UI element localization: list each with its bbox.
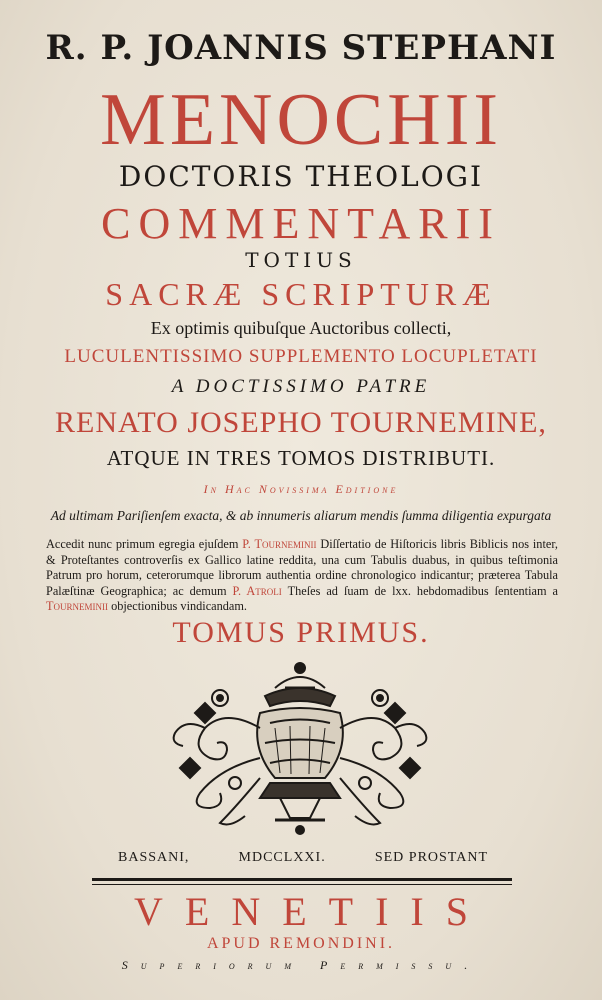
printer-line: APUD REMONDINI. [206, 935, 396, 952]
para-text-3: Theſes ad ſuam de lxx. hebdomadibus ſententiam a [281, 583, 558, 598]
author-surname: MENOCHII [100, 79, 502, 161]
supplemento-line: LUCULENTISSIMO SUPPLEMENTO LOCUPLETATI [64, 346, 538, 367]
imprint-line [118, 850, 488, 866]
tres-tomos-line: ATQUE IN TRES TOMOS DISTRIBUTI. [106, 446, 496, 470]
thin-rule [92, 884, 512, 885]
edition-line: In Hac Novissima Editione [203, 482, 399, 496]
para-text-1: Accedit nunc primum egregia ejuſdem [46, 537, 243, 551]
ex-optimis-line: Ex optimis quibuſque Auctoribus collecti, [150, 318, 452, 338]
editor-name: RENATO JOSEPHO TOURNEMINE, [55, 406, 547, 439]
city-line: VENETIIS [134, 889, 490, 934]
imprint-prostant: SED PROSTANT [374, 850, 488, 865]
imprint-year: MDCCLXXI. [238, 850, 326, 865]
thick-rule [92, 878, 512, 881]
totius-line: TOTIUS [245, 248, 357, 272]
para-name-tourneminii-2: Tourneminii [46, 599, 109, 613]
author-title: DOCTORIS THEOLOGI [118, 160, 484, 193]
contents-paragraph [46, 537, 558, 615]
para-text-4: objectionibus vindicandam. [108, 599, 248, 613]
work-title: COMMENTARII [101, 199, 501, 248]
para-name-atroli: P. Atroli [232, 583, 282, 598]
scripture-line: SACRÆ SCRIPTURÆ [105, 276, 497, 312]
doctissimo-line: A DOCTISSIMO PATRE [171, 376, 431, 397]
printer-ornament-vase-icon [165, 658, 435, 838]
author-line: R. P. JOANNIS STEPHANI [45, 28, 557, 68]
permission-line: Superiorum Permissu. [121, 958, 481, 972]
para-text-2: Diſſertatio de Hiſtoricis libris Biblicis nos inter, & Proteſtantes controverſis ex Gallico latine reddita, una cum Tabulis duabus, in quibus teſtimonia Patrum pro horum, ceterorumque librorum authentia ordine chronologico indicantur; præterea Tabula Palæſtinæ Geographica; ac demum [46, 537, 558, 598]
imprint-place: BASSANI, [118, 850, 190, 865]
volume-line: TOMUS PRIMUS. [172, 616, 430, 649]
ad-ultimam-line: Ad ultimam Pariſienſem exacta, & ab innumeris aliarum mendis ſumma diligentia expurgata [50, 508, 552, 523]
para-name-tourneminii: P. Tourneminii [242, 537, 317, 551]
